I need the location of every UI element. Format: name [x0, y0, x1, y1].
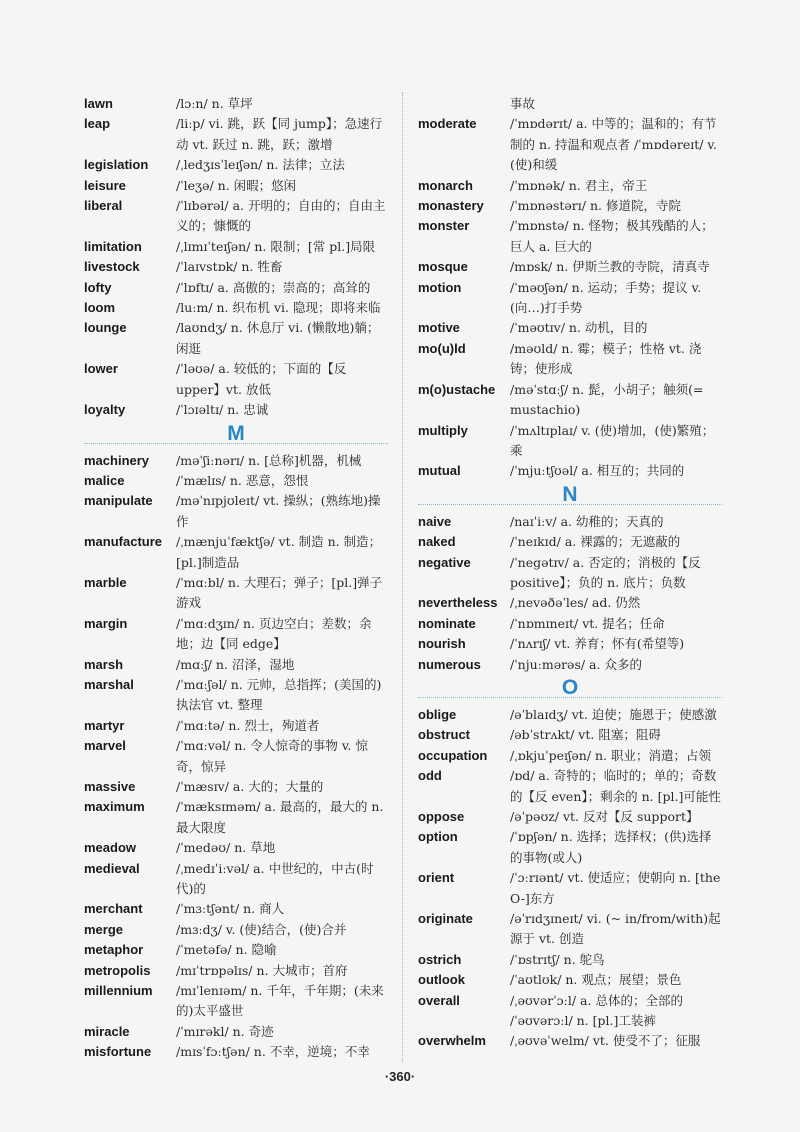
dictionary-entry	[84, 573, 388, 614]
dictionary-entry	[418, 1031, 722, 1051]
entry-headword: machinery	[84, 452, 150, 468]
entry-definition: /ˌəʊvərˈɔːl/ a. 总体的；全部的	[510, 992, 683, 1008]
entry-headword: merge	[84, 921, 124, 937]
dictionary-entry	[84, 655, 388, 675]
dictionary-entry	[418, 196, 722, 216]
entry-definition: /əˈrɪdʒɪneɪt/ vi. (~ in/from/with)起源于 vt. 创造	[510, 911, 721, 947]
entry-definition: /əˈpəʊz/ vt. 反对【反 support】	[510, 809, 699, 824]
dictionary-entry	[418, 553, 722, 594]
dictionary-entry	[418, 807, 722, 827]
entry-definition: /ˈmɒdərɪt/ a. 中等的；温和的；有节制的 n. 持温和观点者 /ˈmɒdəreɪt/ v. (使)和缓	[510, 116, 717, 173]
dictionary-entry	[84, 451, 388, 471]
dictionary-entry	[418, 614, 722, 634]
entry-definition: /ˈnegətɪv/ a. 否定的；消极的【反 positive】；负的 n. 底片；负数	[510, 554, 701, 590]
dictionary-entry	[84, 196, 388, 237]
dictionary-entry	[84, 859, 388, 900]
entry-headword: loyalty	[84, 402, 126, 418]
section-letter-n	[418, 484, 722, 506]
entry-definition: /ˈmæsɪv/ a. 大的；大量的	[176, 779, 324, 794]
entry-definition: /ɒd/ a. 奇特的；临时的；单的；奇数的【反 even】；剩余的 n. [pl.]可能性	[510, 768, 721, 804]
entry-definition: /ˌlɪmɪˈteɪʃən/ n. 限制；[常 pl.]局限	[176, 238, 376, 254]
entry-definition: /ˈmjuːtʃʊəl/ a. 相互的；共同的	[510, 463, 685, 479]
entry-definition: /laʊndʒ/ n. 休息厅 vi. (懒散地)躺；闲逛	[176, 320, 380, 356]
dictionary-entry	[418, 909, 722, 950]
dictionary-entry	[418, 114, 722, 175]
dictionary-entry	[84, 176, 388, 196]
entry-definition: /ˈlɒftɪ/ a. 高傲的；崇高的；高耸的	[176, 279, 371, 295]
dictionary-entry	[84, 838, 388, 858]
entry-headword: livestock	[84, 259, 140, 275]
dictionary-entry	[418, 705, 722, 725]
entry-definition: /ˈməʊʃən/ n. 运动；手势；提议 v. (向…)打手势	[510, 279, 702, 316]
entry-headword: orient	[418, 870, 455, 886]
entry-definition: /ˌmedɪˈiːvəl/ a. 中世纪的，中古(时代)的	[176, 860, 374, 897]
entry-headword: originate	[418, 911, 473, 927]
entry-headword: marsh	[84, 656, 124, 672]
entry-headword: obstruct	[418, 727, 470, 743]
dictionary-entry	[418, 827, 722, 868]
entry-headword: oppose	[418, 809, 465, 824]
entry-definition: /ˈɒpʃən/ n. 选择；选择权；(供)选择的事物(或人)	[510, 829, 712, 865]
entry-definition: /əbˈstrʌkt/ vt. 阻塞；阻碍	[510, 727, 661, 743]
entry-continuation	[418, 1011, 722, 1031]
entry-headword: marble	[84, 574, 127, 590]
entry-definition: /mɑːʃ/ n. 沼泽，湿地	[176, 656, 295, 672]
entry-headword: nominate	[418, 615, 476, 631]
entry-definition: /mɪˈlenɪəm/ n. 千年，千年期；(未来的)太平盛世	[176, 983, 384, 1019]
dictionary-entry	[418, 257, 722, 277]
entry-headword: lower	[84, 361, 118, 377]
entry-headword: moderate	[418, 116, 477, 132]
entry-headword: monastery	[418, 198, 484, 214]
entry-headword: medieval	[84, 860, 140, 876]
entry-definition: /ˈnɒmɪneɪt/ vt. 提名；任命	[510, 615, 665, 631]
entry-definition: /ˈnʌrɪʃ/ vt. 养育；怀有(希望等)	[510, 636, 685, 652]
entry-definition: /ˈmɪrəkl/ n. 奇迹	[176, 1023, 274, 1039]
dictionary-entry	[418, 634, 722, 654]
entry-headword: leisure	[84, 177, 126, 193]
dictionary-entry	[84, 155, 388, 175]
section-letter-label: M	[227, 421, 245, 445]
dictionary-entry	[418, 278, 722, 319]
dictionary-entry	[418, 512, 722, 532]
right-column	[418, 94, 722, 1052]
entry-headword: mo(u)ld	[418, 340, 466, 356]
dictionary-entry	[418, 991, 722, 1011]
entry-definition: /ˈmetəfə/ n. 隐喻	[176, 942, 277, 958]
page-number: ·360·	[384, 1069, 416, 1084]
entry-headword: metropolis	[84, 962, 151, 978]
dictionary-entry	[418, 318, 722, 338]
entry-definition: /əˈblaɪdʒ/ vt. 迫使；施恩于；使感激	[510, 706, 717, 722]
entry-definition: /ˌledʒɪsˈleɪʃən/ n. 法律；立法	[176, 157, 345, 173]
entry-definition: /ˈɔːrɪənt/ vt. 使适应；使朝向 n. [the O-]东方	[510, 870, 721, 906]
entry-definition: /məˈnɪpjʊleɪt/ vt. 操纵；(熟练地)操作	[176, 493, 381, 529]
entry-definition: /ˈmælɪs/ n. 恶意，怨恨	[176, 472, 309, 488]
entry-definition: /mɒsk/ n. 伊斯兰教的寺院，清真寺	[510, 259, 710, 275]
dictionary-entry	[84, 359, 388, 400]
dictionary-entry	[418, 868, 722, 909]
entry-definition: /ˈmɑːdʒɪn/ n. 页边空白；差数；余地；边【同 edge】	[176, 615, 372, 652]
entry-definition: /ˈnjuːmərəs/ a. 众多的	[510, 656, 642, 672]
dictionary-entry	[418, 970, 722, 990]
dictionary-entry	[84, 716, 388, 736]
entry-headword: nourish	[418, 636, 466, 652]
entry-definition: /ˈmɑːvəl/ n. 令人惊奇的事物 v. 惊奇，惊异	[176, 738, 368, 774]
dictionary-entry	[418, 339, 722, 380]
entry-headword: overall	[418, 992, 460, 1008]
section-letter-label: O	[561, 675, 579, 699]
entry-headword: overwhelm	[418, 1033, 486, 1049]
entry-headword: m(o)ustache	[418, 381, 496, 397]
entry-definition: /ˈmɒnək/ n. 君主，帝王	[510, 177, 648, 193]
dictionary-entry	[84, 736, 388, 777]
dictionary-entry	[84, 114, 388, 155]
entry-definition: /ˈləʊə/ a. 较低的；下面的【反 upper】vt. 放低	[176, 361, 347, 397]
entry-definition: /məˈstɑːʃ/ n. 髭，小胡子；触须(= mustachio)	[510, 381, 704, 418]
dictionary-entry	[418, 725, 722, 745]
entry-headword: meadow	[84, 840, 137, 856]
dictionary-entry	[418, 766, 722, 807]
entry-headword: marshal	[84, 676, 134, 692]
entry-headword: motive	[418, 320, 460, 336]
entry-headword: millennium	[84, 983, 153, 999]
dictionary-entry	[84, 257, 388, 277]
entry-headword: mutual	[418, 463, 461, 479]
entry-definition: /lɔːn/ n. 草坪	[176, 96, 253, 111]
entry-headword: option	[418, 829, 458, 845]
dictionary-entry	[84, 237, 388, 257]
dictionary-entry	[418, 593, 722, 613]
entry-definition: /liːp/ vi. 跳，跃【同 jump】；急速行动 vt. 跃过 n. 跳，跃；激增	[176, 116, 383, 152]
entry-headword: odd	[418, 768, 442, 784]
dictionary-entry	[418, 655, 722, 675]
entry-headword: massive	[84, 779, 136, 794]
entry-headword: oblige	[418, 706, 457, 722]
entry-definition: /ˈaʊtlʊk/ n. 观点；展望；景色	[510, 972, 682, 988]
entry-definition: /ˈmɒnəstərɪ/ n. 修道院，寺院	[510, 198, 681, 214]
entry-definition: /ˈneɪkɪd/ a. 裸露的；无遮蔽的	[510, 534, 681, 550]
dictionary-entry	[418, 421, 722, 462]
entry-headword: monarch	[418, 177, 473, 193]
entry-definition: /ˈmɒnstə/ n. 怪物；极其残酷的人；巨人 a. 巨大的	[510, 218, 714, 254]
entry-headword: mosque	[418, 259, 468, 275]
entry-headword: lounge	[84, 320, 127, 336]
entry-headword: naive	[418, 513, 452, 529]
entry-headword: misfortune	[84, 1044, 152, 1060]
entry-headword: manufacture	[84, 534, 163, 550]
entry-headword: outlook	[418, 972, 465, 988]
dictionary-entry	[84, 899, 388, 919]
entry-headword: motion	[418, 279, 462, 295]
entry-headword: monster	[418, 218, 470, 234]
entry-headword: limitation	[84, 238, 142, 254]
entry-definition: /ˈlaɪvstɒk/ n. 牲畜	[176, 259, 283, 275]
entry-definition: /ˈəʊvərɔːl/ n. [pl.]工装裤	[510, 1013, 656, 1029]
dictionary-entry	[84, 920, 388, 940]
entry-definition: /ˌnevəðəˈles/ ad. 仍然	[510, 595, 641, 611]
entry-continuation	[418, 94, 722, 114]
entry-headword: negative	[418, 554, 471, 570]
section-letter-m	[84, 423, 388, 445]
entry-definition: /ˈmɑːʃəl/ n. 元帅，总指挥；(美国的)执法官 vt. 整理	[176, 676, 382, 713]
dictionary-entry	[84, 471, 388, 491]
entry-headword: leap	[84, 116, 111, 132]
entry-headword: marvel	[84, 738, 126, 754]
entry-definition: /ˈlɔɪəltɪ/ n. 忠诚	[176, 402, 269, 418]
entry-headword: manipulate	[84, 493, 153, 509]
entry-headword: metaphor	[84, 942, 144, 958]
entry-definition: /ˈmedəʊ/ n. 草地	[176, 840, 276, 856]
entry-definition: /ˌəʊvəˈwelm/ vt. 使受不了；征服	[510, 1033, 701, 1049]
dictionary-entry	[84, 298, 388, 318]
entry-headword: merchant	[84, 901, 143, 917]
entry-definition: /ˈmɑːbl/ n. 大理石；弹子；[pl.]弹子游戏	[176, 574, 383, 611]
entry-headword: ostrich	[418, 951, 462, 967]
entry-headword: maximum	[84, 799, 145, 815]
entry-headword: liberal	[84, 198, 123, 214]
entry-definition: /ˈleʒə/ n. 闲暇；悠闲	[176, 177, 297, 193]
entry-headword: malice	[84, 472, 125, 488]
entry-definition: /ˈməʊtɪv/ n. 动机，目的	[510, 320, 648, 336]
entry-headword: legislation	[84, 157, 149, 173]
entry-definition: /mɪsˈfɔːtʃən/ n. 不幸，逆境；不幸	[176, 1044, 370, 1060]
dictionary-entry	[84, 491, 388, 532]
entry-headword: numerous	[418, 656, 481, 672]
entry-headword: naked	[418, 534, 456, 550]
entry-definition: /ˈlɪbərəl/ a. 开明的；自由的；自由主义的；慷慨的	[176, 198, 386, 234]
entry-definition: /ˈmɜːtʃənt/ n. 商人	[176, 901, 285, 917]
dictionary-entry	[84, 675, 388, 716]
entry-definition: /mɪˈtrɒpəlɪs/ n. 大城市；首府	[176, 962, 348, 978]
dictionary-entry	[84, 278, 388, 298]
dictionary-entry	[418, 746, 722, 766]
dictionary-entry	[84, 1022, 388, 1042]
dictionary-entry	[84, 940, 388, 960]
dictionary-entry	[84, 318, 388, 359]
entry-definition: /məˈʃiːnərɪ/ n. [总称]机器，机械	[176, 452, 362, 468]
entry-definition: /naɪˈiːv/ a. 幼稚的；天真的	[510, 513, 664, 529]
entry-definition: /ˌmænjuˈfæktʃə/ vt. 制造 n. 制造；[pl.]制造品	[176, 534, 382, 570]
dictionary-entry	[418, 176, 722, 196]
entry-definition: /məʊld/ n. 霉；模子；性格 vt. 浇铸；使形成	[510, 340, 702, 377]
entry-headword: martyr	[84, 717, 125, 733]
dictionary-entry	[84, 777, 388, 797]
dictionary-entry	[418, 461, 722, 481]
entry-definition: /ˈɒstrɪtʃ/ n. 鸵鸟	[510, 951, 605, 967]
section-letter-label: N	[562, 482, 578, 506]
column-divider	[402, 92, 403, 1062]
dictionary-entry	[84, 94, 388, 114]
entry-definition: /ˌɒkjuˈpeɪʃən/ n. 职业；消遣；占领	[510, 747, 712, 763]
dictionary-entry	[418, 950, 722, 970]
dictionary-entry	[84, 614, 388, 655]
dictionary-entry	[84, 1042, 388, 1062]
entry-headword: margin	[84, 615, 128, 631]
entry-definition: /luːm/ n. 织布机 vi. 隐现；即将来临	[176, 300, 381, 316]
dictionary-entry	[84, 981, 388, 1022]
dictionary-entry	[418, 532, 722, 552]
dictionary-entry	[418, 216, 722, 257]
entry-headword: miracle	[84, 1023, 130, 1039]
entry-headword: multiply	[418, 422, 468, 438]
entry-headword: occupation	[418, 747, 488, 763]
dictionary-entry	[84, 532, 388, 573]
entry-headword: lawn	[84, 96, 113, 111]
entry-definition: 事故	[510, 96, 536, 111]
entry-definition: /mɜːdʒ/ v. (使)结合，(使)合并	[176, 921, 347, 937]
entry-definition: /ˈmʌltɪplaɪ/ v. (使)增加，(使)繁殖；乘	[510, 422, 715, 458]
dictionary-entry	[84, 961, 388, 981]
dictionary-entry	[84, 400, 388, 420]
entry-definition: /ˈmɑːtə/ n. 烈士，殉道者	[176, 717, 320, 733]
section-letter-o	[418, 677, 722, 699]
entry-headword: nevertheless	[418, 595, 498, 611]
dictionary-entry	[418, 380, 722, 421]
left-column	[84, 94, 388, 1063]
entry-definition: /ˈmæksɪməm/ a. 最高的，最大的 n. 最大限度	[176, 799, 384, 835]
entry-headword: loom	[84, 300, 116, 316]
dictionary-entry	[84, 797, 388, 838]
entry-headword: lofty	[84, 279, 112, 295]
